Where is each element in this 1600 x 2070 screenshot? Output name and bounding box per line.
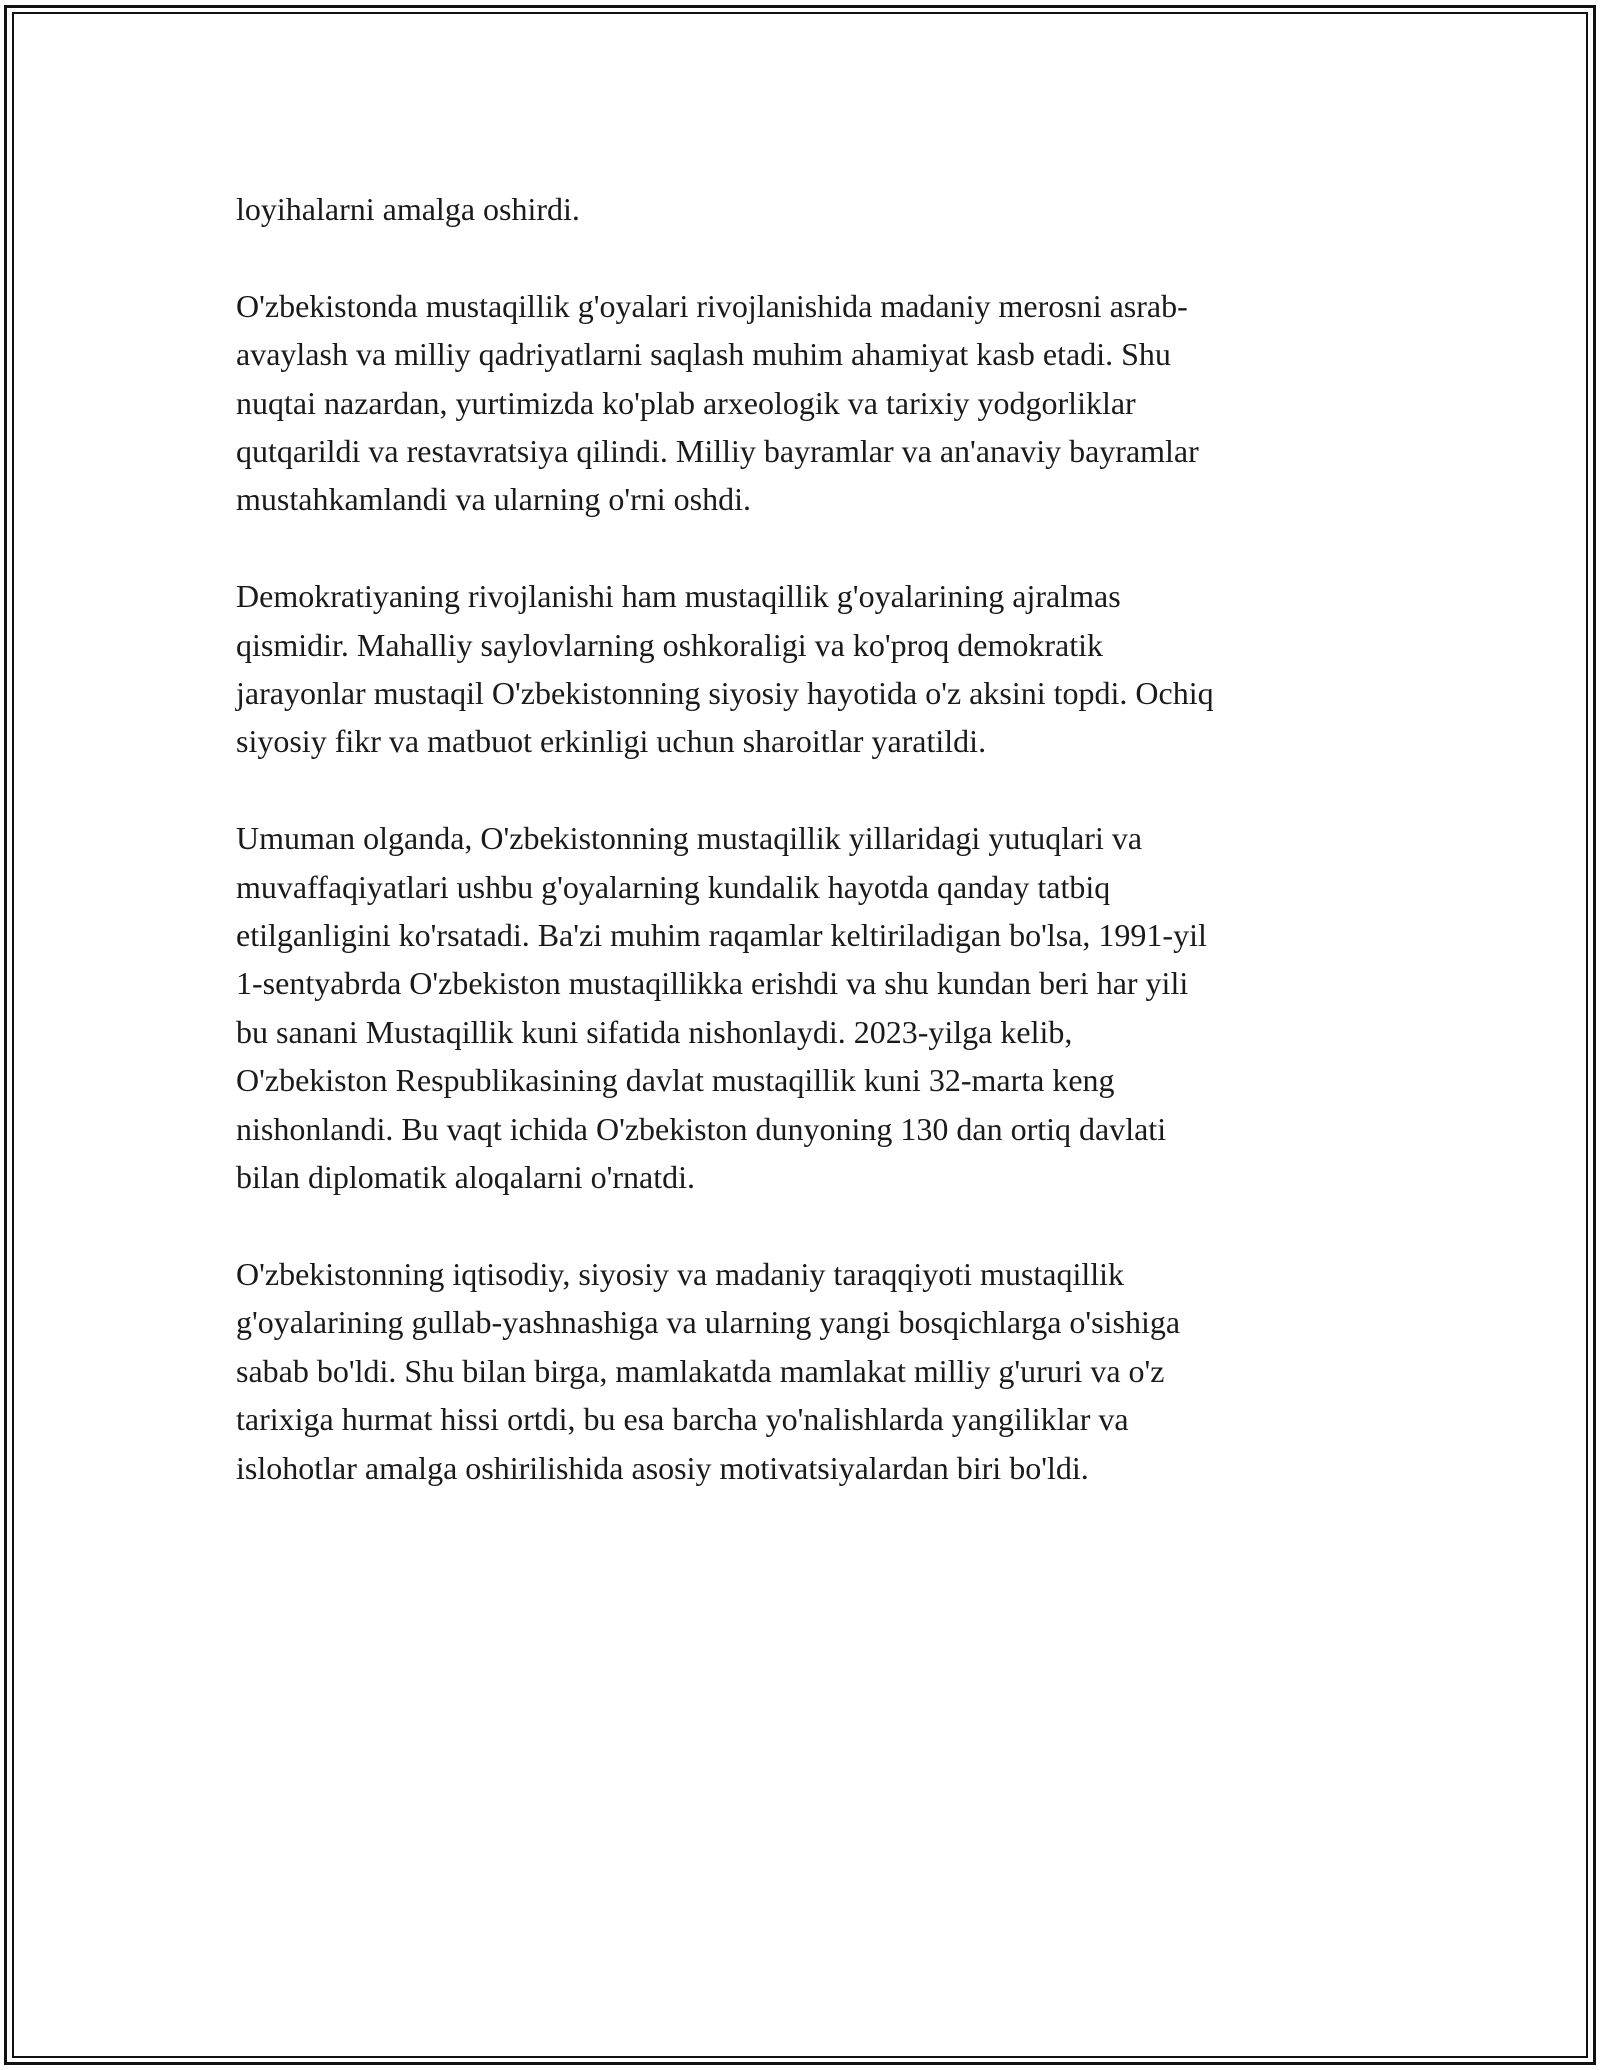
text-line: avaylash va milliy qadriyatlarni saqlash muhim ahamiyat kasb etadi. Shu — [236, 336, 1171, 373]
text-line: g'oyalarining gullab-yashnashiga va ularning yangi bosqichlarga o'sishiga — [236, 1304, 1181, 1341]
text-line: loyihalarni amalga oshirdi. — [236, 191, 580, 227]
text-line: O'zbekistonda mustaqillik g'oyalari rivojlanishida madaniy merosni asrab- — [236, 287, 1188, 324]
text-line: muvaffaqiyatlari ushbu g'oyalarning kundalik hayotda qanday tatbiq — [236, 868, 1111, 905]
text-line: nishonlandi. Bu vaqt ichida O'zbekiston dunyoning 130 dan ortiq davlati — [236, 1110, 1167, 1147]
text-line: bilan diplomatik aloqalarni o'rnatdi. — [236, 1159, 695, 1196]
text-line: bu sanani Mustaqillik kuni sifatida nishonlaydi. 2023-yilga kelib, — [236, 1013, 1073, 1050]
text-line: qismidir. Mahalliy saylovlarning oshkoraligi va ko'proq demokratik — [236, 626, 1103, 663]
text-line: O'zbekiston Respublikasining davlat mustaqillik kuni 32-marta keng — [236, 1062, 1115, 1099]
paragraph-2 — [236, 282, 1366, 524]
text-line: jarayonlar mustaqil O'zbekistonning siyosiy hayotida o'z aksini topdi. Ochiq — [236, 675, 1214, 712]
text-line: Demokratiyaning rivojlanishi ham mustaqillik g'oyalarining ajralmas — [236, 578, 1121, 615]
text-line: O'zbekistonning iqtisodiy, siyosiy va madaniy taraqqiyoti mustaqillik — [236, 1255, 1125, 1292]
text-line: Umuman olganda, O'zbekistonning mustaqillik yillaridagi yutuqlari va — [236, 820, 1143, 857]
paragraph-3 — [236, 572, 1366, 766]
text-line: sabab bo'ldi. Shu bilan birga, mamlakatda mamlakat milliy g'ururi va o'z — [236, 1352, 1165, 1389]
text-line: mustahkamlandi va ularning o'rni oshdi. — [236, 481, 752, 518]
paragraph-4 — [236, 814, 1366, 1201]
document-body — [236, 185, 1366, 1540]
paragraph-5 — [236, 1250, 1366, 1492]
text-line: siyosiy fikr va matbuot erkinligi uchun sharoitlar yaratildi. — [236, 723, 987, 760]
text-line: tarixiga hurmat hissi ortdi, bu esa barcha yo'nalishlarda yangiliklar va — [236, 1401, 1129, 1438]
paragraph-1 — [236, 185, 1366, 233]
text-line: 1-sentyabrda O'zbekiston mustaqillikka erishdi va shu kundan beri har yili — [236, 965, 1189, 1002]
text-line: islohotlar amalga oshirilishida asosiy motivatsiyalardan biri bo'ldi. — [236, 1449, 1089, 1486]
text-line: qutqarildi va restavratsiya qilindi. Milliy bayramlar va an'anaviy bayramlar — [236, 433, 1199, 470]
text-line: etilganligini ko'rsatadi. Ba'zi muhim raqamlar keltiriladigan bo'lsa, 1991-yil — [236, 917, 1207, 954]
text-line: nuqtai nazardan, yurtimizda ko'plab arxeologik va tarixiy yodgorliklar — [236, 384, 1136, 421]
